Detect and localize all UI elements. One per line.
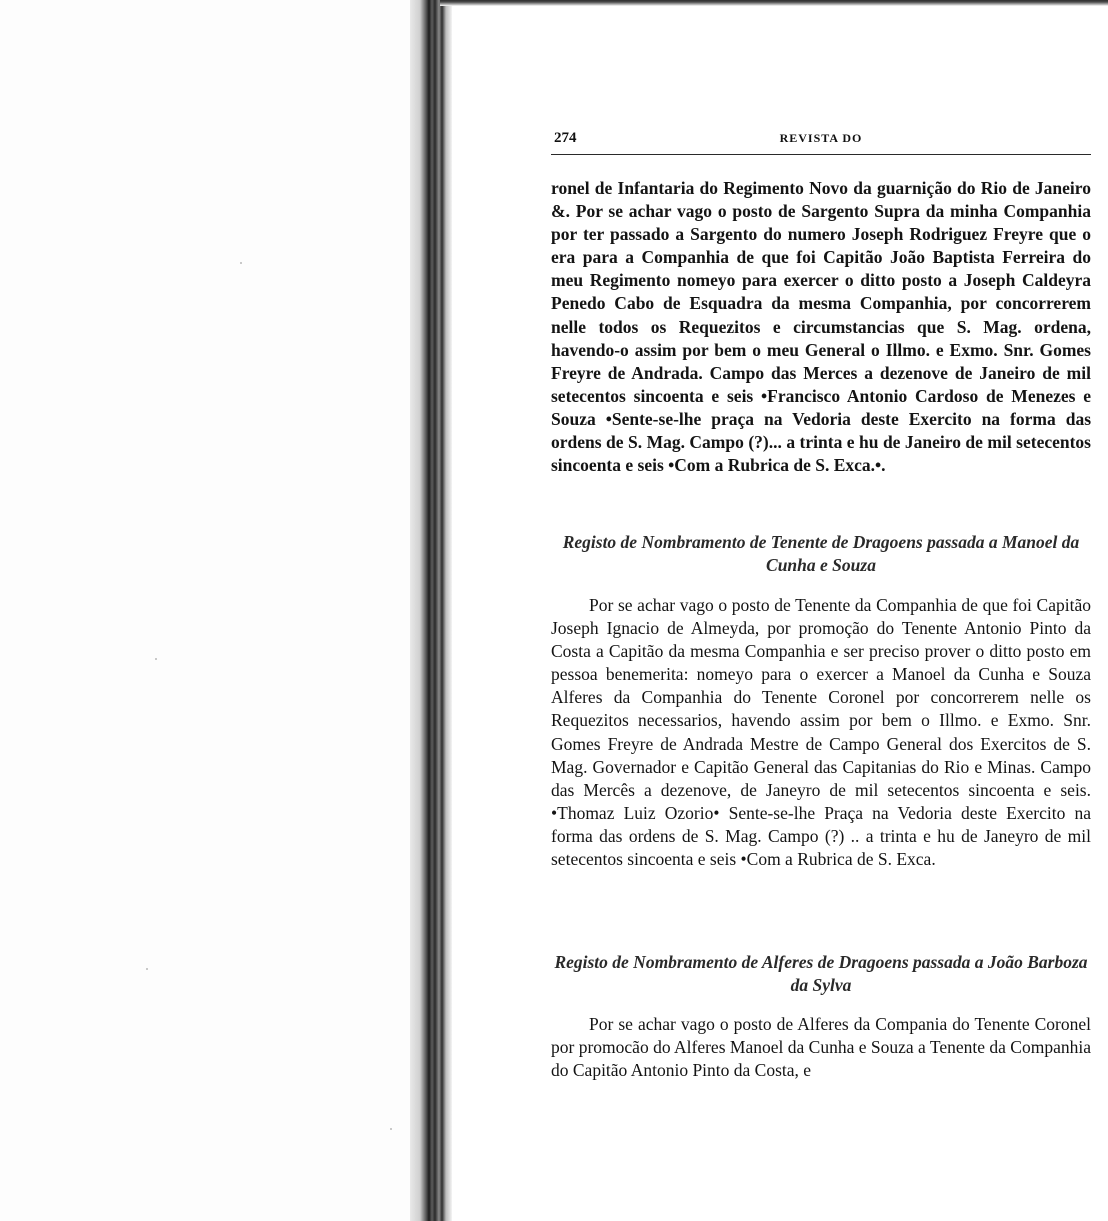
- dust-speck: [390, 1128, 392, 1130]
- page-number: 274: [554, 130, 577, 146]
- running-head: REVISTA DO: [779, 131, 863, 145]
- dust-speck: [240, 262, 242, 264]
- book-binding: [410, 0, 452, 1221]
- dust-speck: [146, 968, 148, 970]
- page-header: [551, 128, 1091, 155]
- paragraph-2: Por se achar vago o posto de Tenente da Companhia de que foi Capitão Joseph Ignacio de Almeyda, por promoção do Tenente Antonio Pinto da Costa a Capitão da mesma Companhia e ser preciso prover o ditto posto em pessoa benemerita: nomeyo para o exercer a Manoel da Cunha e Souza Alferes da Companhia do Tenente Coronel por concorrerem nelle os Requezitos necessarios, havendo assim por bem o Illmo. e Exmo. Snr. Gomes Freyre de Andrada Mestre de Campo General dos Exercitos de S. Mag. Governador e Capitão General das Capitanias do Rio e Minas. Campo das Mercês a dezenove, de Janeyro de mil setecentos sincoenta e seis. •Thomaz Luiz Ozorio• Sente-se-lhe Praça na Vedoria deste Exercito na forma das ordens de S. Mag. Campo (?) .. a trinta e hu de Janeyro de mil setecentos sincoenta e seis •Com a Rubrica de S. Exca.: [551, 595, 1091, 870]
- paragraph-3: Por se achar vago o posto de Alferes da Compania do Tenente Coronel por promocão do Alferes Manoel da Cunha e Souza a Tenente da Companhia do Capitão Antonio Pinto da Costa, e: [551, 1014, 1091, 1081]
- dust-speck: [155, 658, 157, 660]
- outer-margin: [0, 0, 410, 1221]
- section-heading-2: Registo de Nombramento de Alferes de Dragoens passada a João Barboza da Sylva: [554, 952, 1088, 995]
- section-heading-1: Registo de Nombramento de Tenente de Dragoens passada a Manoel da Cunha e Souza: [562, 532, 1080, 575]
- paragraph-1: ronel de Infantaria do Regimento Novo da guarnição do Rio de Janeiro &. Por se achar vago o posto de Sargento Supra da minha Companhia por ter passado a Sargento do numero Joseph Rodriguez Freyre que o era para a Companhia de que foi Capitão João Baptista Ferreira do meu Regimento nomeyo para exercer o ditto posto a Joseph Caldeyra Penedo Cabo de Esquadra da mesma Companhia, por concorrerem nelle todos os Requezitos e circumstancias que S. Mag. ordena, havendo-o assim por bem o meu General o Illmo. e Exmo. Snr. Gomes Freyre de Andrada. Campo das Merces a dezenove de Janeiro de mil setecentos sincoenta e seis •Francisco Antonio Cardoso de Menezes e Souza •Sente-se-lhe praça na Vedoria deste Exercito na forma das ordens de S. Mag. Campo (?)... a trinta e hu de Janeiro de mil setecentos sincoenta e seis •Com a Rubrica de S. Exca.•.: [551, 178, 1091, 476]
